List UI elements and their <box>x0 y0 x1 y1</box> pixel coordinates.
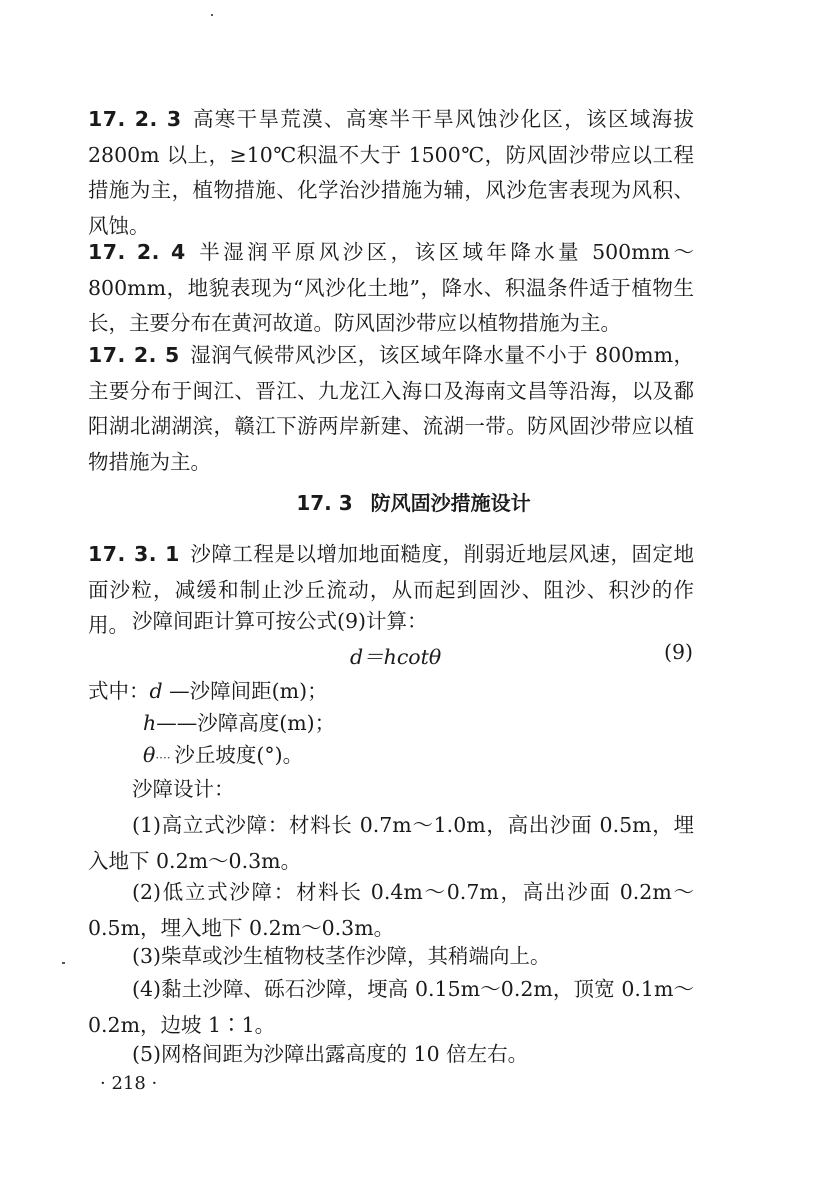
page-number: · 218 · <box>100 1073 158 1094</box>
definition-h <box>143 706 335 741</box>
design-item-5: (5)网格间距为沙障出露高度的 10 倍左右。 <box>132 1042 529 1066</box>
clause-number: 17. 2. 3 <box>88 107 182 131</box>
definition-dash: — <box>162 679 190 703</box>
definition-symbol: θ <box>143 743 156 767</box>
definition-dash: —— <box>156 711 198 735</box>
definition-text: 沙障高度(m)； <box>197 711 336 735</box>
definition-text: 沙丘坡度(°)。 <box>174 743 304 767</box>
clause-number: 17. 3. 1 <box>88 542 180 566</box>
definition-theta <box>143 738 303 776</box>
definition-text: 沙障间距(m)； <box>189 679 328 703</box>
design-item-2: (2)低立式沙障：材料长 0.4m～0.7m，高出沙面 0.2m～0.5m，埋入地下 0.2m～0.3m。 <box>88 880 694 940</box>
formula: d＝hcotθ <box>350 645 442 669</box>
clause-number: 17. 2. 5 <box>88 343 180 367</box>
definition-symbol: h <box>143 711 157 735</box>
definition-symbol: d <box>149 679 163 703</box>
section-heading-number: 17. 3 <box>296 491 353 515</box>
clause-17-2-3 <box>88 102 694 244</box>
clause-text: 沙障工程是以增加地面糙度，削弱近地层风速，固定地面沙粒，减缓和制止沙丘流动，从而起到固沙、阻沙、积沙的作用。 <box>88 542 695 637</box>
design-item-1: (1)高立式沙障：材料长 0.7m～1.0m，高出沙面 0.5m，埋入地下 0.2m～0.3m。 <box>88 813 694 873</box>
section-heading <box>0 487 827 516</box>
design-item-4: (4)黏土沙障、砾石沙障，埂高 0.15m～0.2m，顶宽 0.1m～0.2m，边坡 1∶1。 <box>88 977 694 1037</box>
clause-text: 半湿润平原风沙区，该区域年降水量 500mm～800mm，地貌表现为“风沙化土地”，降水、积温条件适于植物生长，主要分布在黄河故道。防风固沙带应以植物措施为主。 <box>88 240 695 335</box>
clause-17-2-5 <box>88 338 694 480</box>
section-heading-title: 防风固沙措施设计 <box>370 491 531 515</box>
definition-prefix: 式中： <box>88 679 150 703</box>
scan-speck <box>211 14 213 16</box>
clause-number: 17. 2. 4 <box>88 240 186 264</box>
definition-dash: ···· <box>155 751 175 765</box>
design-item-3: (3)柴草或沙生植物枝茎作沙障，其稍端向上。 <box>132 944 551 968</box>
clause-17-2-4 <box>88 235 694 342</box>
scan-speck <box>62 962 65 964</box>
clause-text: 高寒干旱荒漠、高寒半干旱风蚀沙化区，该区域海拔2800m 以上，≥10℃积温不大于 1500℃，防风固沙带应以工程措施为主，植物措施、化学治沙措施为辅，风沙危害表现为风积、风蚀。 <box>88 107 694 238</box>
formula-number: (9) <box>664 640 694 664</box>
definition-d <box>88 674 328 709</box>
design-title: 沙障设计： <box>132 777 235 801</box>
formula-intro: 沙障间距计算可按公式(9)计算： <box>132 609 428 633</box>
clause-text: 湿润气候带风沙区，该区域年降水量不小于 800mm，主要分布于闽江、晋江、九龙江入海口及海南文昌等沿海，以及鄱阳湖北湖湖滨，赣江下游两岸新建、流湖一带。防风固沙带应以植物措施为主。 <box>88 343 695 474</box>
